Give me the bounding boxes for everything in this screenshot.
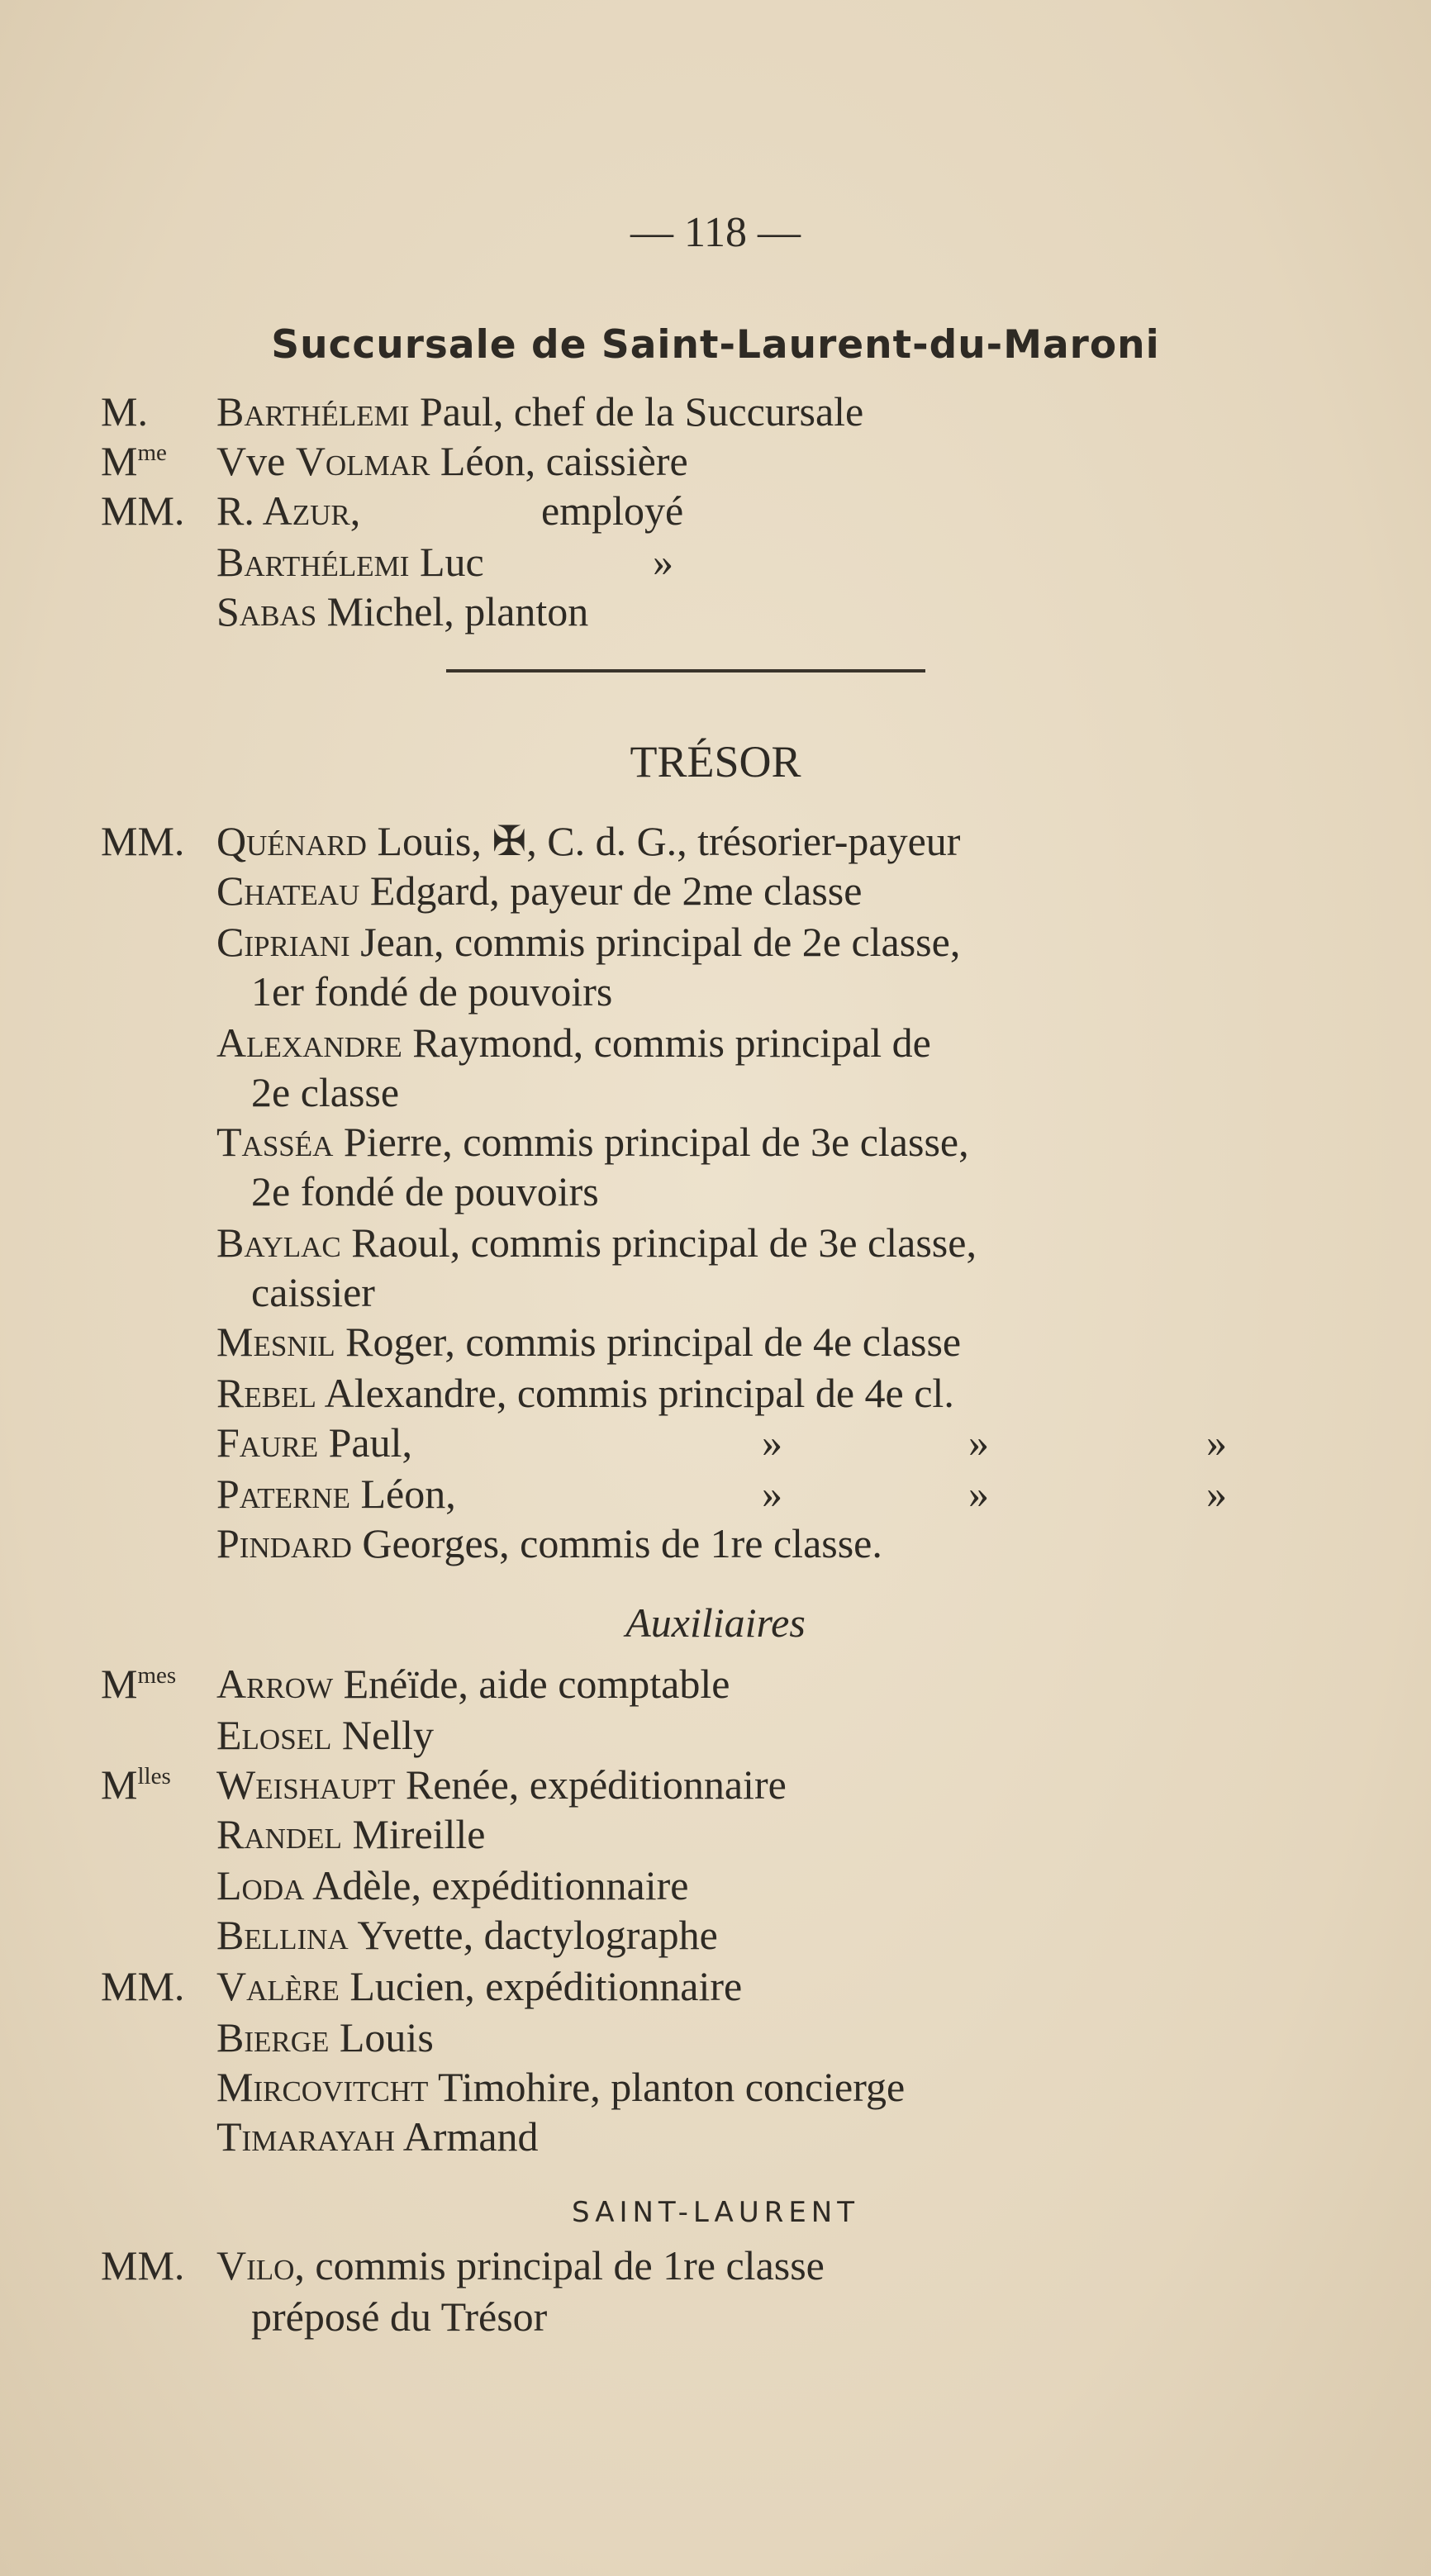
staff-entry — [216, 436, 688, 486]
entry-continuation: caissier — [251, 1269, 375, 1315]
staff-entry — [216, 587, 588, 636]
entry-detail: Armand — [394, 2113, 539, 2160]
entry-detail: Raymond, commis principal de — [402, 1019, 931, 1066]
branch-title: Succursale de Saint-Laurent-du-Maroni — [271, 322, 1160, 368]
surname: Paterne — [216, 1471, 350, 1517]
prefix-m: M. — [101, 388, 148, 435]
prefix-mm: MM. — [101, 818, 185, 864]
staff-entry — [216, 2241, 825, 2290]
staff-entry — [216, 1809, 486, 1859]
subsection-title-saint-laurent: SAINT-LAURENT — [571, 2196, 860, 2229]
staff-entry — [216, 1368, 954, 1418]
entry-detail: Luc — [409, 539, 484, 585]
surname: Sabas — [216, 588, 317, 634]
ditto-mark: » — [968, 1471, 989, 1517]
entry-detail: Yvette, dactylographe — [348, 1912, 718, 1958]
surname: Pindard — [216, 1520, 352, 1566]
surname: Vilo — [216, 2242, 295, 2288]
ditto-mark: » — [968, 1419, 989, 1466]
entry-detail: Jean, commis principal de 2e classe, — [349, 919, 961, 965]
ditto-mark: » — [1206, 1471, 1227, 1517]
surname: Cipriani — [216, 919, 350, 965]
surname: R. Azur, — [216, 487, 361, 534]
surname: Tasséa — [216, 1119, 334, 1165]
surname: Alexandre — [216, 1019, 402, 1066]
entry-detail: Louis, ✠, C. d. G., trésorier-payeur — [366, 818, 961, 864]
prefix-title: Vve — [216, 438, 286, 484]
staff-entry — [216, 917, 960, 967]
prefix-mm: MM. — [101, 2242, 185, 2288]
surname: Faure — [216, 1419, 319, 1466]
entry-detail: Mireille — [341, 1811, 486, 1857]
entry-detail: Raoul, commis principal de 3e classe, — [340, 1219, 977, 1266]
prefix-mlles: $M^{lles}$ — [101, 1761, 171, 1808]
section-title-tresor: TRÉSOR — [630, 737, 801, 787]
surname: Loda — [216, 1862, 305, 1908]
staff-entry — [216, 1218, 977, 1267]
surname: Barthélemi — [216, 539, 410, 585]
entry-detail: Alexandre, commis principal de 4e cl. — [316, 1370, 954, 1416]
ditto-mark: » — [762, 1419, 782, 1466]
entry-detail: employé — [541, 487, 684, 534]
staff-entry — [216, 1317, 961, 1366]
entry-detail: Lucien, expéditionnaire — [339, 1963, 743, 2009]
surname: Weishaupt — [216, 1761, 396, 1808]
entry-continuation: 2e classe — [251, 1069, 400, 1115]
surname: Valère — [216, 1963, 340, 2009]
entry-detail: , commis principal de 1re classe — [294, 2242, 825, 2288]
entry-detail: Léon, caissière — [430, 438, 688, 484]
staff-entry — [216, 1910, 718, 1960]
prefix-mme: $M^{me}$ — [101, 438, 167, 484]
page-number: — 118 — — [630, 209, 801, 256]
surname: Elosel — [216, 1712, 332, 1758]
staff-entry — [216, 1519, 882, 1568]
staff-entry — [216, 387, 863, 436]
staff-entry — [216, 2013, 434, 2062]
entry-detail: Edgard, payeur de 2me classe — [359, 867, 863, 914]
entry-detail: Enéïde, aide comptable — [333, 1661, 730, 1707]
surname: Chateau — [216, 867, 360, 914]
staff-entry — [216, 1117, 969, 1167]
surname: Bellina — [216, 1912, 349, 1958]
surname: Arrow — [216, 1661, 334, 1707]
surname: Baylac — [216, 1219, 341, 1266]
surname: Rebel — [216, 1370, 316, 1416]
staff-entry — [216, 486, 360, 535]
entry-detail: Paul, — [318, 1419, 412, 1466]
staff-entry — [216, 1418, 412, 1467]
staff-entry — [216, 1469, 456, 1519]
surname: Timarayah — [216, 2113, 395, 2160]
entry-detail: Pierre, commis principal de 3e classe, — [333, 1119, 969, 1165]
staff-entry — [216, 866, 862, 915]
entry-continuation: 1er fondé de pouvoirs — [251, 968, 613, 1015]
entry-detail: Paul, chef de la Succursale — [409, 388, 864, 435]
entry-detail: Michel, planton — [316, 588, 589, 634]
surname: Quénard — [216, 818, 367, 864]
entry-continuation: 2e fondé de pouvoirs — [251, 1168, 599, 1214]
entry-detail: Timohire, planton concierge — [428, 2064, 906, 2110]
staff-entry — [216, 1710, 434, 1760]
surname: Randel — [216, 1811, 342, 1857]
entry-detail: Louis — [329, 2014, 434, 2060]
surname: Mircovitcht — [216, 2064, 429, 2110]
entry-detail: Léon, — [349, 1471, 456, 1517]
staff-entry — [216, 537, 484, 587]
surname: Volmar — [295, 438, 430, 484]
staff-entry — [216, 1659, 730, 1709]
ditto-mark: » — [762, 1471, 782, 1517]
prefix-mm: MM. — [101, 1963, 185, 2009]
ditto-mark: » — [1206, 1419, 1227, 1466]
surname: Mesnil — [216, 1319, 335, 1365]
subsection-title-auxiliaires: Auxiliaires — [625, 1599, 806, 1646]
entry-continuation: préposé du Trésor — [251, 2293, 548, 2340]
staff-entry — [216, 2112, 539, 2161]
prefix-mm: MM. — [101, 487, 185, 534]
entry-detail: Renée, expéditionnaire — [395, 1761, 787, 1808]
staff-entry — [216, 1018, 931, 1067]
surname: Barthélemi — [216, 388, 410, 435]
entry-detail: Adèle, expéditionnaire — [304, 1862, 689, 1908]
entry-detail: Roger, commis principal de 4e classe — [335, 1319, 962, 1365]
staff-entry — [216, 2062, 905, 2112]
staff-entry — [216, 1861, 689, 1910]
prefix-mmes: $M^{mes}$ — [101, 1661, 177, 1707]
section-divider — [446, 669, 925, 673]
surname: Bierge — [216, 2014, 330, 2060]
staff-entry — [216, 816, 960, 866]
entry-detail: Nelly — [331, 1712, 435, 1758]
staff-entry — [216, 1760, 787, 1809]
entry-detail: Georges, commis de 1re classe. — [351, 1520, 882, 1566]
ditto-mark: » — [653, 539, 673, 585]
staff-entry — [216, 1961, 742, 2011]
